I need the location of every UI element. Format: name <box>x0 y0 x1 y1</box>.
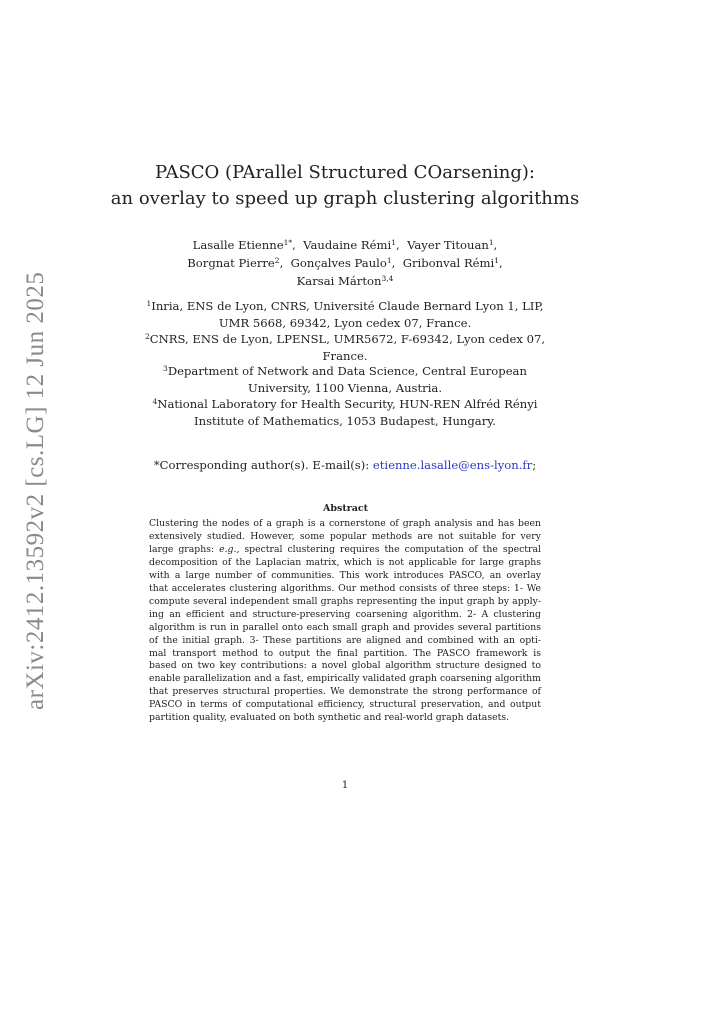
abstract-line: that accelerates clustering algorithms. Our method consists of three steps: 1- We <box>149 582 541 594</box>
affiliation-text: UMR 5668, 69342, Lyon cedex 07, France. <box>218 315 472 330</box>
affiliation-2 <box>135 331 555 364</box>
author-affiliation-mark: 1* <box>283 238 293 247</box>
affiliation-4 <box>135 396 555 429</box>
abstract-line: partition quality, evaluated on both synthetic and real-world graph datasets. <box>149 712 510 724</box>
affiliation-mark: 4 <box>152 397 158 406</box>
affiliation-text: National Laboratory for Health Security, HUN-REN Alfréd Rényi <box>157 397 538 411</box>
paper-title <box>100 160 590 212</box>
abstract-line: of the initial graph. 3- These partitions are aligned and combined with an opti- <box>149 634 541 646</box>
abstract-line: PASCO in terms of computational efficiency, structural preservation, and output <box>149 699 541 711</box>
author-name: Vayer Titouan <box>407 238 489 252</box>
affiliation-mark: 2 <box>144 332 150 341</box>
author-name: Gonçalves Paulo <box>290 256 387 270</box>
author-affiliation-mark: 1 <box>488 238 494 247</box>
abstract-line: extensively studied. However, some popular methods are not suitable for very <box>149 530 541 542</box>
page-number: 1 <box>341 780 349 791</box>
affiliation-3 <box>135 363 555 396</box>
author-list: Lasalle Etienne$^{1*}$, Vaudaine Rémi$^1$, Vayer Titouan$^1$, Borgnat Pierre$^2$, Gonçalves Paulo$^1$, Gribonval Rémi$^1$, Karsai Márton$^{3,4}$ <box>187 238 503 288</box>
corresponding-author <box>120 457 570 473</box>
abstract-line: large graphs: e.g., spectral clustering requires the computation of the spectral <box>149 543 541 555</box>
affiliation-text: Department of Network and Data Science, Central European <box>167 364 527 378</box>
abstract-line: based on two key contributions: a novel global algorithm structure designed to <box>149 660 541 672</box>
affiliation-1 <box>135 298 555 331</box>
abstract-line: algorithm is run in parallel onto each small graph and provides several partitions <box>149 621 541 633</box>
author-name: Vaudaine Rémi <box>303 238 392 252</box>
author-name: Karsai Márton <box>296 274 382 288</box>
corresponding-prefix: *Corresponding author(s). E-mail(s): <box>153 458 373 472</box>
author-affiliation-mark: 1 <box>391 238 396 247</box>
affiliation-text: Institute of Mathematics, 1053 Budapest, Hungary. <box>194 413 496 428</box>
abstract-body <box>149 518 541 725</box>
abstract-line: decomposition of the Laplacian matrix, which is not applicable for large graphs <box>149 556 541 568</box>
abstract-line: ing an efficient and structure-preserving coarsening algorithm. 2- A clustering <box>149 608 541 620</box>
title-line-1: PASCO (PArallel Structured COarsening): <box>155 162 535 183</box>
title-line-2: an overlay to speed up graph clustering algorithms <box>110 188 580 209</box>
abstract-line: that preserves structural properties. We demonstrate the strong performance of <box>149 686 541 698</box>
abstract-line: mal transport method to output the final partition. The PASCO framework is <box>149 647 541 659</box>
affiliation-text: France. <box>322 348 368 363</box>
abstract-line: Clustering the nodes of a graph is a cornerstone of graph analysis and has been <box>149 518 541 529</box>
affiliation-text: Inria, ENS de Lyon, CNRS, Université Claude Bernard Lyon 1, LIP, <box>151 299 544 313</box>
author-name: Gribonval Rémi <box>402 256 495 270</box>
author-affiliation-mark: 3,4 <box>381 274 394 283</box>
email-link[interactable]: etienne.lasalle@ens-lyon.fr <box>372 458 533 472</box>
affiliation-text: CNRS, ENS de Lyon, LPENSL, UMR5672, F-69342, Lyon cedex 07, <box>149 332 546 346</box>
corresponding-suffix: ; <box>532 458 537 472</box>
arxiv-side-identifier: arXiv:2412.13592v2 [cs.LG] 12 Jun 2025 <box>22 271 49 710</box>
author-affiliation-mark: 1 <box>494 256 500 265</box>
affiliation-mark: 1 <box>146 299 152 308</box>
abstract-line: enable parallelization and a fast, empirically validated graph coarsening algorithm <box>149 673 541 685</box>
abstract-heading: Abstract <box>322 503 369 514</box>
author-affiliation-mark: 2 <box>274 256 280 265</box>
author-name: Borgnat Pierre <box>187 256 275 270</box>
affiliation-mark: 3 <box>163 364 168 373</box>
author-name: Lasalle Etienne <box>192 238 284 252</box>
affiliation-text: University, 1100 Vienna, Austria. <box>247 380 443 395</box>
abstract-line: with a large number of communities. This work introduces PASCO, an overlay <box>149 569 541 581</box>
abstract-line: compute several independent small graphs representing the input graph by apply- <box>149 595 541 607</box>
author-affiliation-mark: 1 <box>386 256 392 265</box>
